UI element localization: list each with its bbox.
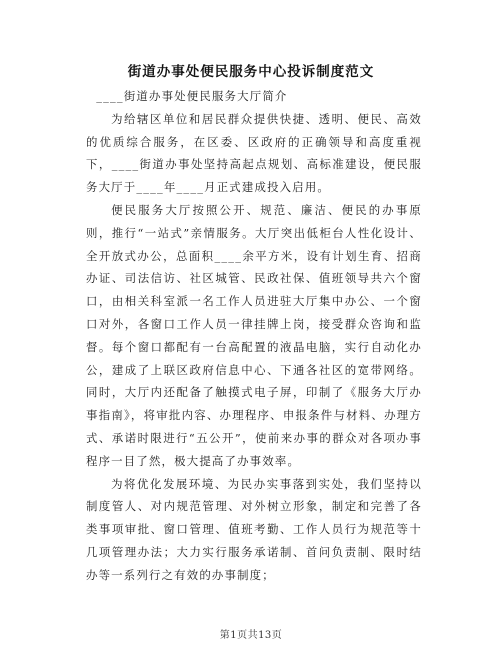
document-title: 街道办事处便民服务中心投诉制度范文 <box>127 64 375 80</box>
paragraph-intro: 为给辖区单位和居民群众提供快捷、透明、便民、高效的优质综合服务，在区委、区政府的正确领导和高度重视下，____街道办事处坚持高起点规划、高标准建设，便民服务大厅于____年____月正式建成投入启用。 <box>86 111 422 195</box>
section-heading: ____街道办事处便民服务大厅简介 <box>96 89 288 103</box>
page-number-footer: 第1页共13页 <box>219 630 283 641</box>
document-body <box>86 85 422 587</box>
paragraph-service-hall: 便民服务大厅按照公开、规范、廉洁、便民的办事原则，推行“一站式”亲情服务。大厅突出低柜台人性化设计、全开放式办公，总面积____余平方米，设有计划生育、招商办证、司法信访、社区城管、民政社保、值班领导共六个窗口，由相关科室派一名工作人员进驻大厅集中办公、一个窗口对外，各窗口工作人员一律挂牌上岗，接受群众咨询和监督。每个窗口都配有一台高配置的液晶电脑，实行自动化办公，建成了上联区政府信息中心、下通各社区的宽带网络。同时，大厅内还配备了触摸式电子屏，印制了《服务大厅办事指南》，将审批内容、办理程序、申报条件与材料、办理方式、承诺时限进行“五公开”，使前来办事的群众对各项办事程序一目了然，极大提高了办事效率。 <box>86 202 422 468</box>
paragraph-management-rules: 为将优化发展环境、为民办实事落到实处，我们坚持以制度管人、对内规范管理、对外树立形象，制定和完善了各类事项审批、窗口管理、值班考勤、工作人员行为规范等十几项管理办法；大力实行服务承诺制、首问负责制、限时结办等一系列行之有效的办事制度； <box>86 476 422 582</box>
